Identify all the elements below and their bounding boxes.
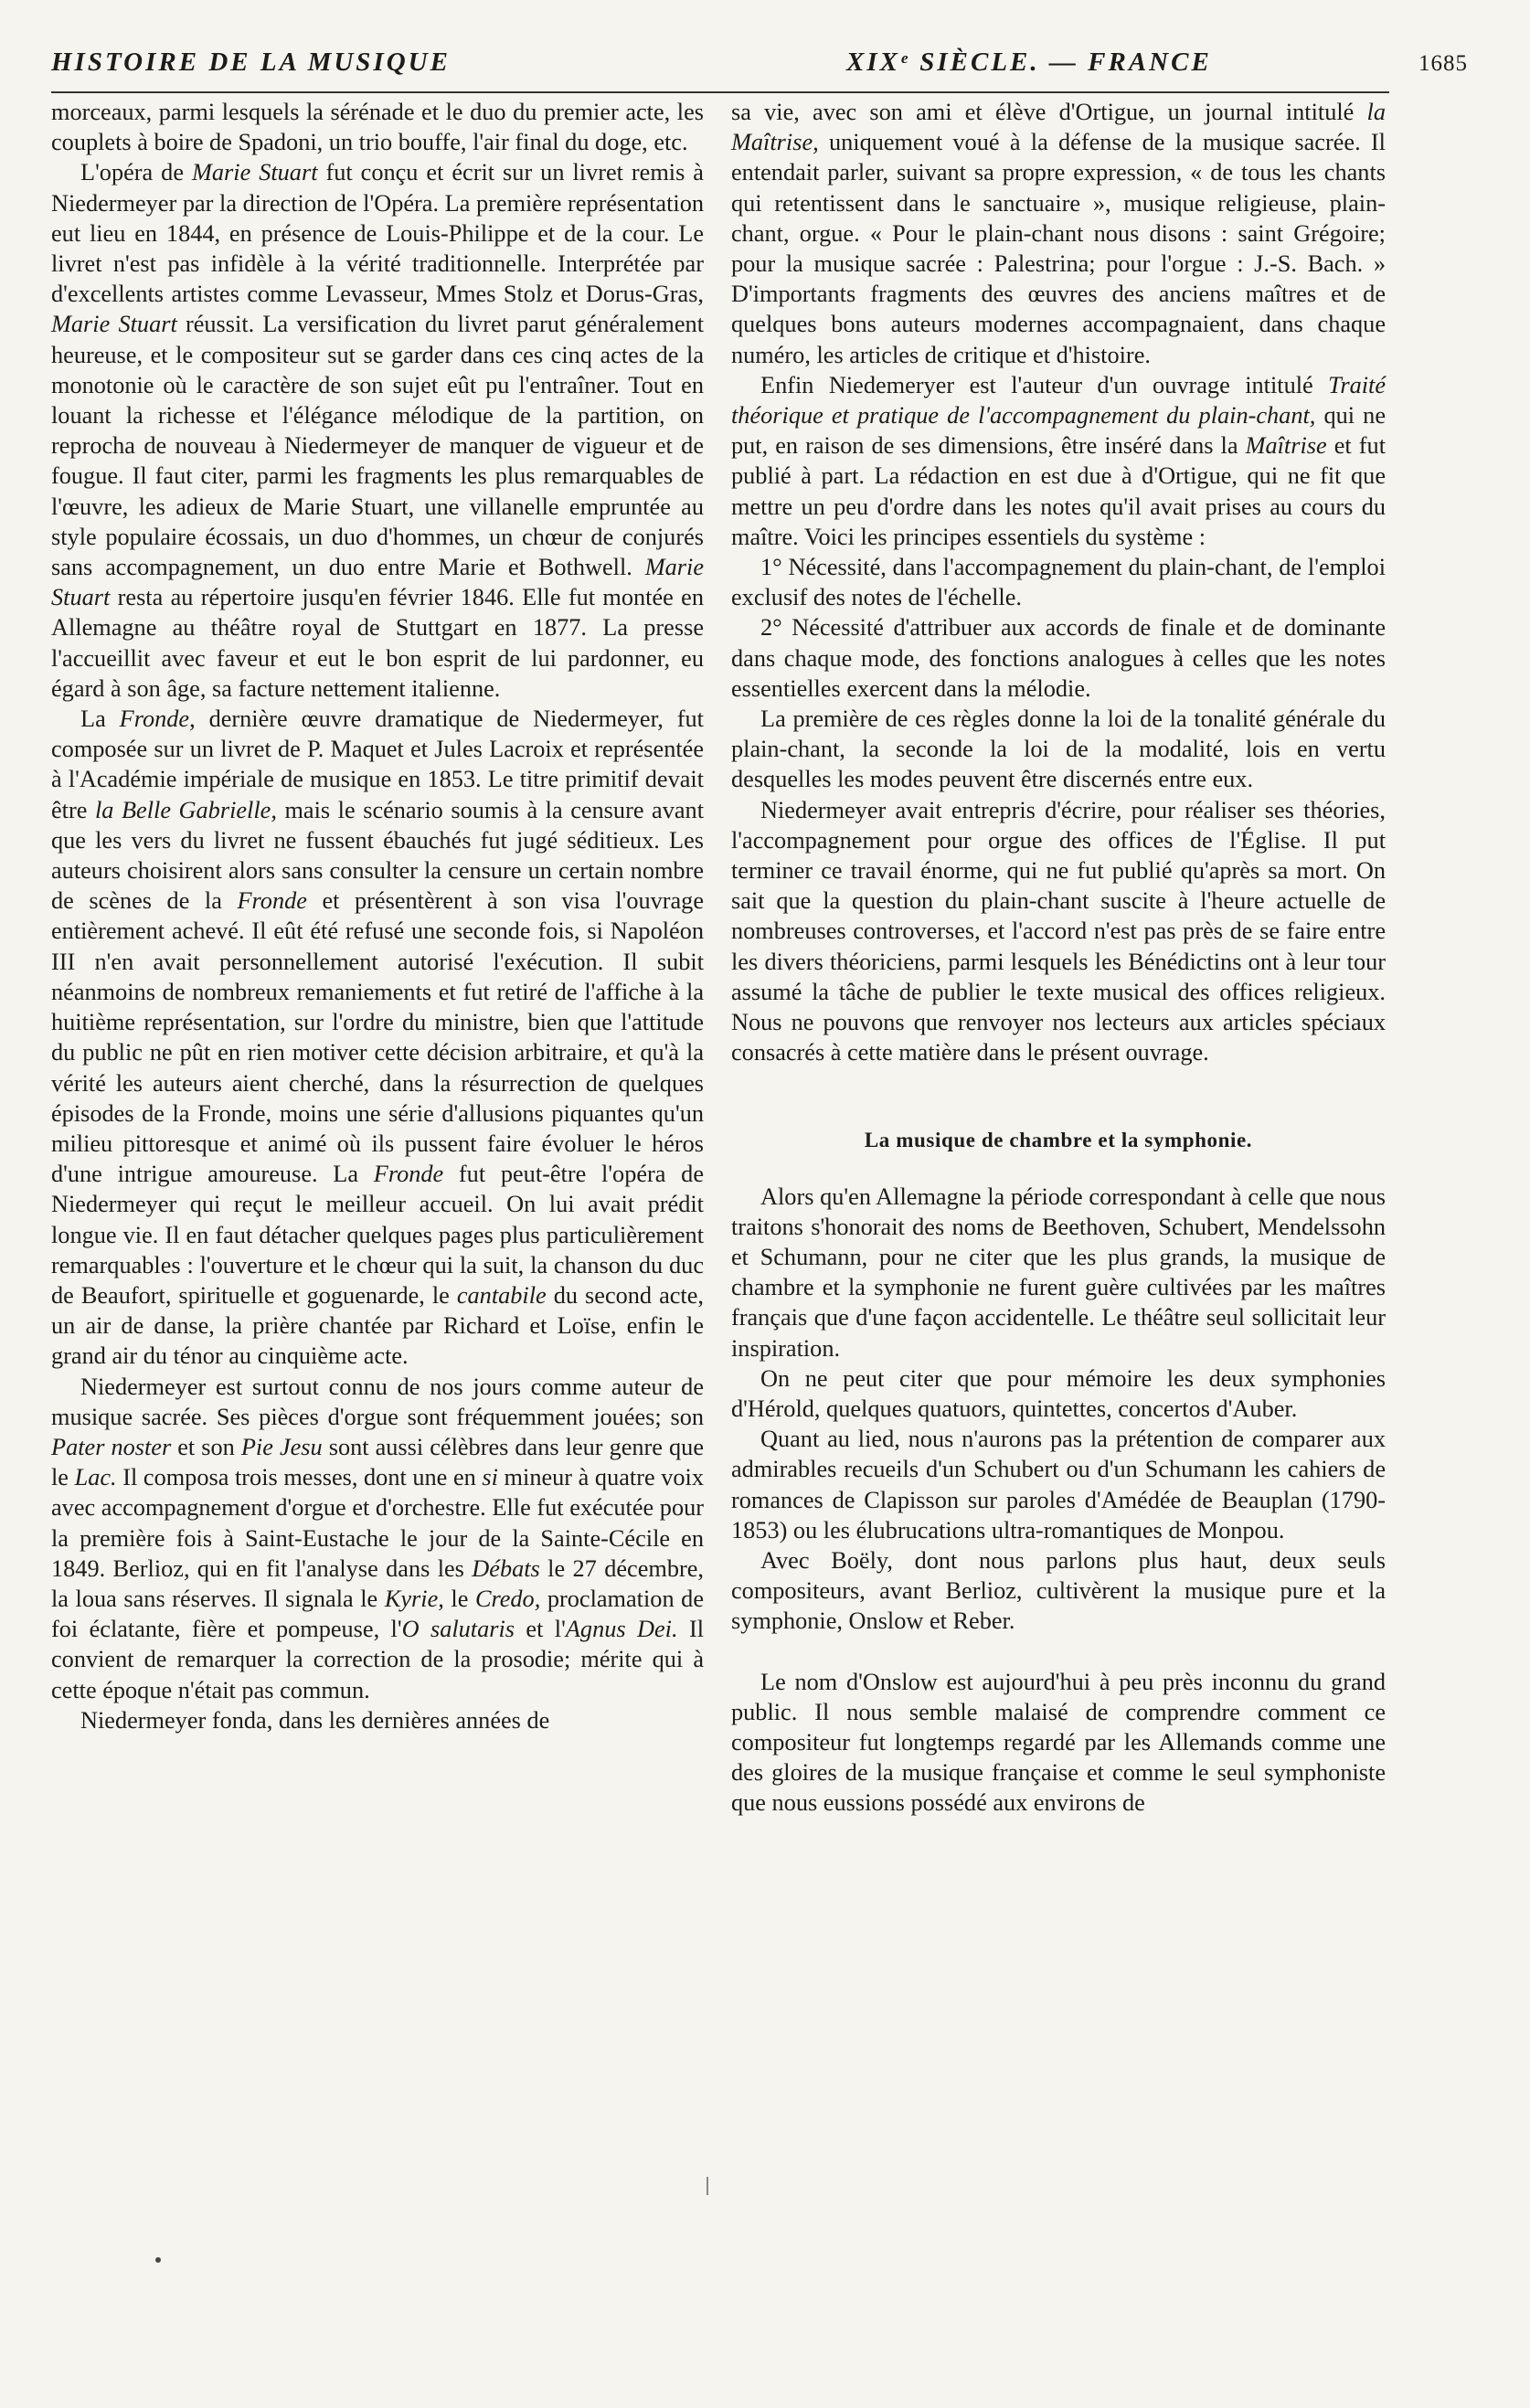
italic-run: Pie Jesu bbox=[240, 1433, 323, 1460]
page-number: 1685 bbox=[1418, 51, 1468, 76]
header-section: XIXᵉ SIÈCLE. — FRANCE bbox=[846, 48, 1212, 77]
text-run: Enfin Niedemeryer est l'auteur d'un ouvrage intitulé bbox=[760, 371, 1329, 398]
italic-run: Pater noster bbox=[51, 1433, 172, 1460]
italic-run: Débats bbox=[472, 1554, 540, 1582]
text-run: Il composa trois messes, dont une en bbox=[116, 1464, 483, 1491]
italic-run: cantabile bbox=[456, 1281, 547, 1309]
text-run: La bbox=[80, 705, 120, 733]
text-run: 1° Nécessité, dans l'accompagnement du plain-chant, de l'emploi exclusif des notes de l'échelle. bbox=[731, 554, 1386, 611]
text-run: et présentèrent à son visa l'ouvrage entièrement achevé. Il eût été refusé une seconde fois, si Napoléon III n'en avait personnellement autorisé l'exécution. Il subit néanmoins de nombreux remaniements et fut retiré de l'affiche à la huitième représentation, sur l'ordre du ministre, bien que l'attitude du public ne pût en rien motiver cette décision arbitraire, et qu'à la vérité les auteurs aient cherché, dans la résurrection de quelques épisodes de la Fronde, moins une série d'allusions piquantes qu'un milieu pittoresque et animé où ils pussent faire évoluer le héros d'une intrigue amoureuse. La bbox=[51, 887, 705, 1188]
italic-run: Marie Stuart bbox=[51, 554, 704, 611]
text-run: du second acte, un air de danse, la prière chantée par Richard et Loïse, enfin le grand air du ténor au cinquième acte. bbox=[51, 1281, 704, 1370]
right-column-section bbox=[731, 1182, 1386, 1819]
right-column-top bbox=[731, 97, 1386, 1068]
italic-run: Agnus Dei. bbox=[565, 1616, 678, 1643]
paragraph bbox=[731, 795, 1386, 1068]
text-run: sont aussi célèbres dans leur genre que le bbox=[51, 1433, 704, 1491]
paragraph bbox=[51, 1372, 704, 1705]
text-run: morceaux, parmi lesquels la sérénade et le duo du premier acte, les couplets à boire de Spadoni, un trio bouffe, l'air final du doge, etc. bbox=[51, 99, 704, 156]
text-run: Il convient de remarquer la correction de la prosodie; mérite qui à cette époque n'était pas commun. bbox=[51, 1616, 705, 1703]
text-run: Le nom d'Onslow est aujourd'hui à peu près inconnu du grand public. Il nous semble malaisé de comprendre comment ce compositeur fut longtemps regardé par les Allemands comme une des gloires de la musique française et comme le seul symphoniste que nous eussions possédé aux environs de bbox=[731, 1668, 1386, 1817]
text-run: Avec Boëly, dont nous parlons plus haut, deux seuls compositeurs, avant Berlioz, cultivèrent la musique pure et la symphonie, Onslow et Reber. bbox=[731, 1546, 1386, 1635]
italic-run: O salutaris bbox=[401, 1616, 515, 1643]
text-run: mais le scénario soumis à la censure avant que les vers du livret ne fussent ébauchés fut jugé séditieux. Les auteurs choisirent alors sans consulter la censure un certain nombre de scènes de la bbox=[51, 796, 704, 915]
text-run: le 27 décembre, la loua sans réserves. Il signala le bbox=[51, 1554, 704, 1612]
paragraph bbox=[731, 1424, 1386, 1545]
italic-run: Fronde bbox=[237, 887, 307, 915]
paragraph bbox=[51, 157, 704, 704]
text-run: Alors qu'en Allemagne la période correspondant à celle que nous traitons s'honorait des noms de Beethoven, Schubert, Mendelssohn et Schumann, pour ne citer que les plus grands, la musique de chambre et la symphonie ne furent guère cultivées par les maîtres français que d'une façon accidentelle. Le théâtre seul sollicitait leur inspiration. bbox=[731, 1183, 1386, 1362]
paragraph bbox=[51, 704, 704, 1371]
text-run: , dernière œuvre dramatique de Niedermeyer, fut composée sur un livret de P. Maquet et Jules Lacroix et représentée à l'Académie impériale de musique en 1853. Le titre primitif devait être bbox=[51, 705, 704, 823]
paragraph bbox=[731, 1182, 1386, 1363]
left-column bbox=[51, 97, 704, 1735]
paragraph bbox=[731, 1545, 1386, 1637]
italic-run: Traité théorique et pratique de l'accompagnement du plain-chant, bbox=[731, 371, 1386, 430]
paragraph bbox=[731, 370, 1386, 552]
italic-run: Kyrie, bbox=[384, 1585, 444, 1612]
text-run: fut conçu et écrit sur un livret remis à Niedermeyer par la direction de l'Opéra. La première représentation eut lieu en 1844, en présence de Louis-Philippe et de la cour. Le livret n'est pas infidèle à la vérité traditionnelle. Interprétée par d'excellents artistes comme Levasseur, Mmes Stolz et Dorus-Gras, bbox=[51, 159, 704, 308]
italic-run: Credo, bbox=[474, 1585, 541, 1612]
right-column bbox=[731, 97, 1386, 1819]
paragraph bbox=[51, 1705, 704, 1735]
text-run: et fut publié à part. La rédaction en est due à d'Ortigue, qui ne fit que mettre un peu d'ordre dans les notes qu'il avait prises au cours du maître. Voici les principes essentiels du système : bbox=[731, 432, 1386, 550]
italic-run: si bbox=[482, 1464, 498, 1491]
text-run: sa vie, avec son ami et élève d'Ortigue, un journal intitulé bbox=[731, 99, 1367, 125]
italic-run: Marie Stuart bbox=[51, 311, 177, 338]
italic-run: la Belle Gabrielle, bbox=[94, 796, 277, 823]
text-run: Niedermeyer est surtout connu de nos jours comme auteur de musique sacrée. Ses pièces d'orgue sont fréquemment jouées; son bbox=[51, 1373, 704, 1430]
paragraph bbox=[731, 1667, 1386, 1819]
paragraph bbox=[731, 97, 1386, 370]
text-run: On ne peut citer que pour mémoire les deux symphonies d'Hérold, quelques quatuors, quintettes, concertos d'Auber. bbox=[731, 1364, 1386, 1422]
text-run: fut peut-être l'opéra de Niedermeyer qui reçut le meilleur accueil. On lui avait prédit longue vie. Il en faut détacher quelques pages plus particulièrement remarquables : l'ouverture et le chœur qui la suit, la chanson du duc de Beaufort, spirituelle et goguenarde, le bbox=[51, 1161, 704, 1309]
italic-run: Fronde bbox=[373, 1161, 444, 1188]
column-separator-mark bbox=[707, 2177, 708, 2195]
text-run: le bbox=[443, 1585, 475, 1612]
text-run: réussit. La versification du livret parut généralement heureuse, et le compositeur sut se garder dans ces cinq actes de la monotonie où le caractère de son sujet eût pu l'entraîner. Tout en louant la richesse et l'élégance mélodique de la partition, on reprocha de nouveau à Niedermeyer de manquer de vigueur et de fougue. Il faut citer, parmi les fragments les plus remarquables de l'œuvre, les adieux de Marie Stuart, une villanelle empruntée au style populaire écossais, un duo d'hommes, un chœur de conjurés sans accompagnement, un duo entre Marie et Bothwell. bbox=[51, 311, 704, 581]
text-run: uniquement voué à la défense de la musique sacrée. Il entendait parler, suivant sa propre expression, « de tous les chants qui retentissent dans le sanctuaire », musique religieuse, plain-chant, orgue. « Pour le plain-chant nous disons : saint Grégoire; pour la musique sacrée : Palestrina; pour l'orgue : J.-S. Bach. » D'importants fragments des œuvres des anciens maîtres et de quelques bons auteurs modernes accompagnaient, dans chaque numéro, les articles de critique et d'histoire. bbox=[731, 129, 1386, 368]
text-run: proclamation de foi éclatante, fière et pompeuse, l' bbox=[51, 1585, 704, 1643]
text-run: Niedermeyer fonda, dans les dernières années de bbox=[80, 1706, 550, 1734]
section-heading: La musique de chambre et la symphonie. bbox=[864, 1128, 1253, 1151]
header-rule bbox=[51, 91, 1389, 93]
paragraph bbox=[731, 1363, 1386, 1424]
text-run: resta au répertoire jusqu'en février 1846. Elle fut montée en Allemagne au théâtre royal de Stuttgart en 1877. La presse l'accueillit avec faveur et eut le bon esprit de lui pardonner, eu égard à son âge, sa facture nettement italienne. bbox=[51, 584, 704, 702]
text-run: et son bbox=[171, 1433, 241, 1460]
paragraph bbox=[51, 97, 704, 157]
running-header bbox=[51, 48, 1468, 90]
text-run: 2° Nécessité d'attribuer aux accords de finale et de dominante dans chaque mode, des fonctions analogues à celles que les notes essentielles exercent dans la mélodie. bbox=[731, 614, 1386, 702]
italic-run: la Maîtrise, bbox=[731, 99, 1386, 156]
text-run: et l' bbox=[515, 1616, 566, 1643]
text-run: L'opéra de bbox=[80, 159, 192, 186]
text-run: Quant au lied, nous n'aurons pas la prétention de comparer aux admirables recueils d'un Schubert ou d'un Schumann les cahiers de romances de Clapisson sur paroles d'Amédée de Beauplan (1790-1853) ou les élubrucations ultra-romantiques de Monpou. bbox=[731, 1426, 1386, 1543]
header-title: HISTOIRE DE LA MUSIQUE bbox=[51, 48, 451, 77]
text-run: Niedermeyer avait entrepris d'écrire, pour réaliser ses théories, l'accompagnement pour orgue des offices de l'Église. Il put terminer ce travail énorme, qui ne fut publié qu'après sa mort. On sait que la question du plain-chant suscite à l'heure actuelle de nombreuses controverses, et l'accord n'est pas près de se faire entre les divers théoriciens, parmi lesquels les Bénédictins ont à leur tour assumé la tâche de publier le texte musical des offices religieux. Nous ne pouvons que renvoyer nos lecteurs aux articles spéciaux consacrés à cette matière dans le présent ouvrage. bbox=[731, 796, 1386, 1066]
ink-dot bbox=[155, 2257, 161, 2263]
text-run: qui ne put, en raison de ses dimensions, être inséré dans la bbox=[731, 402, 1386, 460]
text-run: La première de ces règles donne la loi de la tonalité générale du plain-chant, la seconde la loi de la modalité, lois en vertu desquelles les modes peuvent être discernés entre eux. bbox=[731, 705, 1386, 793]
italic-run: Marie Stuart bbox=[191, 159, 318, 186]
italic-run: Fronde bbox=[119, 705, 190, 733]
italic-run: Lac. bbox=[74, 1464, 117, 1491]
paragraph bbox=[731, 704, 1386, 795]
paragraph bbox=[731, 552, 1386, 612]
italic-run: Maîtrise bbox=[1245, 432, 1327, 460]
text-run: mineur à quatre voix avec accompagnement d'orgue et d'orchestre. Elle fut exécutée pour la première fois à Saint-Eustache le jour de la Sainte-Cécile en 1849. Berlioz, qui en fit l'analyse dans les bbox=[51, 1464, 704, 1582]
paragraph bbox=[731, 612, 1386, 704]
